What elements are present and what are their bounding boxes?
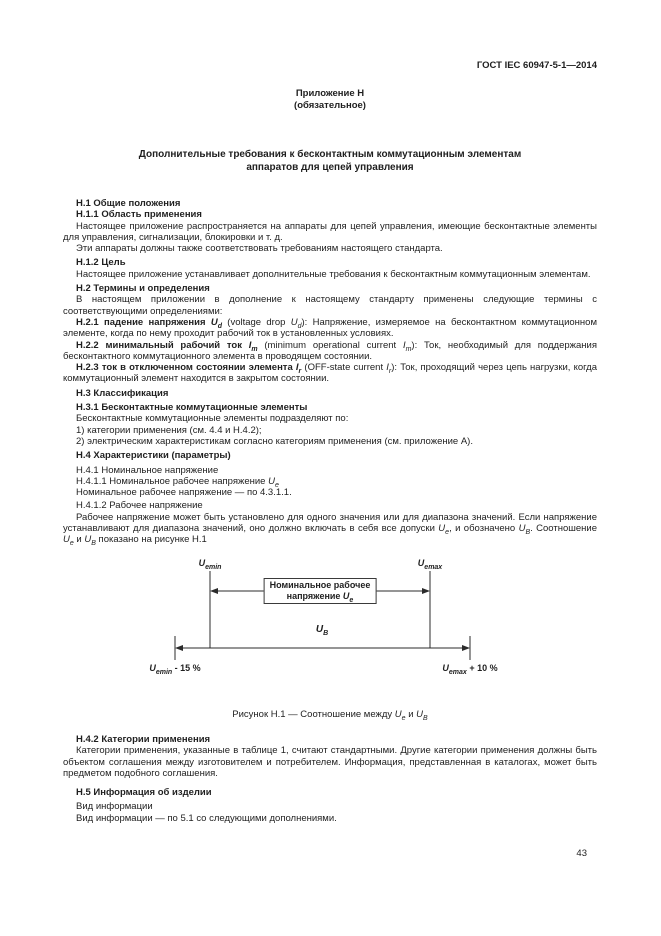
paragraph-scope-1: Настоящее приложение распространяется на аппараты для цепей управления, имеющие бесконтактные элементы для управления, сигнализации, блокировки и т. д. — [63, 220, 597, 243]
line-n4-1-2: Н.4.1.2 Рабочее напряжение — [76, 500, 203, 512]
heading-n5: Н.5 Информация об изделии — [76, 787, 212, 799]
term-off-state-current: Н.2.3 ток в отключенном состоянии элемента $I_r$ (OFF-state current $I_r$): Ток, проходящий через цепь нагрузки, когда коммутационный элемент находится в закрытом состоянии. — [63, 362, 598, 385]
main-title-line2: аппаратов для цепей управления — [246, 162, 414, 173]
figure-label-uemin: $U_{emin}$ — [198, 557, 222, 571]
document-body — [63, 198, 597, 824]
paragraph-utilization-categories: Категории применения, указанные в таблице 1, считают стандартными. Другие категории применения должны быть объектом соглашения между изготовителем и потребителем. Информация, представленная в каталогах, может быть предметом подобного соглашения. — [63, 745, 597, 779]
paragraph-classification-intro: Бесконтактные коммутационные элементы подразделяют по: — [76, 413, 349, 425]
figure-label-uemin-minus-15: $U_{emin} - 15$ % — [149, 662, 201, 676]
heading-n4: Н.4 Характеристики (параметры) — [76, 450, 231, 462]
line-n4-1-1: Н.4.1.1 Номинальное рабочее напряжение $U_e$ — [76, 475, 279, 489]
main-title — [63, 148, 597, 174]
heading-n2: Н.2 Термины и определения — [76, 283, 210, 295]
figure-h1 — [140, 558, 520, 693]
page-number: 43 — [576, 848, 587, 859]
main-title-line1: Дополнительные требования к бесконтактным коммутационным элементам — [138, 149, 522, 160]
paragraph-purpose: Настоящее приложение устанавливает дополнительные требования к бесконтактным коммутационным элементам. — [76, 268, 591, 280]
figure-caption: Рисунок Н.1 — Соотношение между $U_e$ и $U_В$ — [232, 708, 428, 722]
list-item-2: 2) электрическим характеристикам согласно категориям применения (см. приложение А). — [76, 435, 473, 447]
heading-n1-2: Н.1.2 Цель — [76, 257, 126, 269]
annex-block — [63, 88, 597, 112]
line-n4-1: Н.4.1 Номинальное напряжение — [76, 464, 219, 476]
heading-n1: Н.1 Общие положения — [76, 198, 181, 209]
heading-n3-1: Н.3.1 Бесконтактные коммутационные элементы — [76, 402, 308, 414]
paragraph-info-kind-title: Вид информации — [76, 801, 153, 813]
paragraph-rated-voltage: Номинальное рабочее напряжение — по 4.3.1.1. — [76, 487, 292, 499]
paragraph-operational-voltage: Рабочее напряжение может быть установлено для одного значения или для диапазона значений. Если напряжение устанавливают для диапазона значений, оно должно включать в себя все допуски $U_e$, и обозначено $U_В$. Соотношение $U_e$ и $U_В$ показано на рисунке Н.1 — [63, 511, 597, 548]
figure-box-line2: напряжение $U_e$ — [286, 590, 354, 604]
figure-label-uemax-plus-10: $U_{emax} + 10$ % — [442, 662, 498, 676]
paragraph-terms-intro: В настоящем приложении в дополнение к настоящему стандарту применены следующие термины с соответствующими определениями: — [63, 294, 597, 317]
figure-label-ub: $U_В$ — [315, 623, 329, 637]
annex-label: Приложение Н — [295, 88, 365, 99]
heading-n1-1: Н.1.1 Область применения — [76, 209, 202, 221]
figure-nominal-voltage-box — [264, 578, 377, 604]
heading-n4-2: Н.4.2 Категории применения — [76, 733, 211, 745]
term-voltage-drop: Н.2.1 падение напряжения $U_d$ (voltage drop $U_d$): Напряжение, измеряемое на бесконтактном коммутационном элементе, когда по нему проходит рабочий ток в установленных условиях. — [63, 316, 597, 340]
annex-type: (обязательное) — [294, 100, 366, 111]
list-item-1: 1) категории применения (см. 4.4 и Н.4.2); — [76, 424, 262, 436]
paragraph-scope-2: Эти аппараты должны также соответствовать требованиям настоящего стандарта. — [76, 243, 443, 255]
figure-label-uemax: $U_{emax}$ — [417, 557, 443, 571]
term-minimum-operational-current: Н.2.2 минимальный рабочий ток $I_m$ (minimum operational current $I_m$): Ток, необходимый для поддержания бесконтактного коммутационного элемента в проводящем состоянии. — [63, 339, 598, 362]
doc-code: ГОСТ IEC 60947-5-1—2014 — [476, 60, 597, 71]
figure-box-line1: Номинальное рабочее — [269, 579, 371, 590]
heading-n3: Н.3 Классификация — [76, 387, 169, 399]
paragraph-info-kind: Вид информации — по 5.1 со следующими дополнениями. — [76, 812, 337, 824]
